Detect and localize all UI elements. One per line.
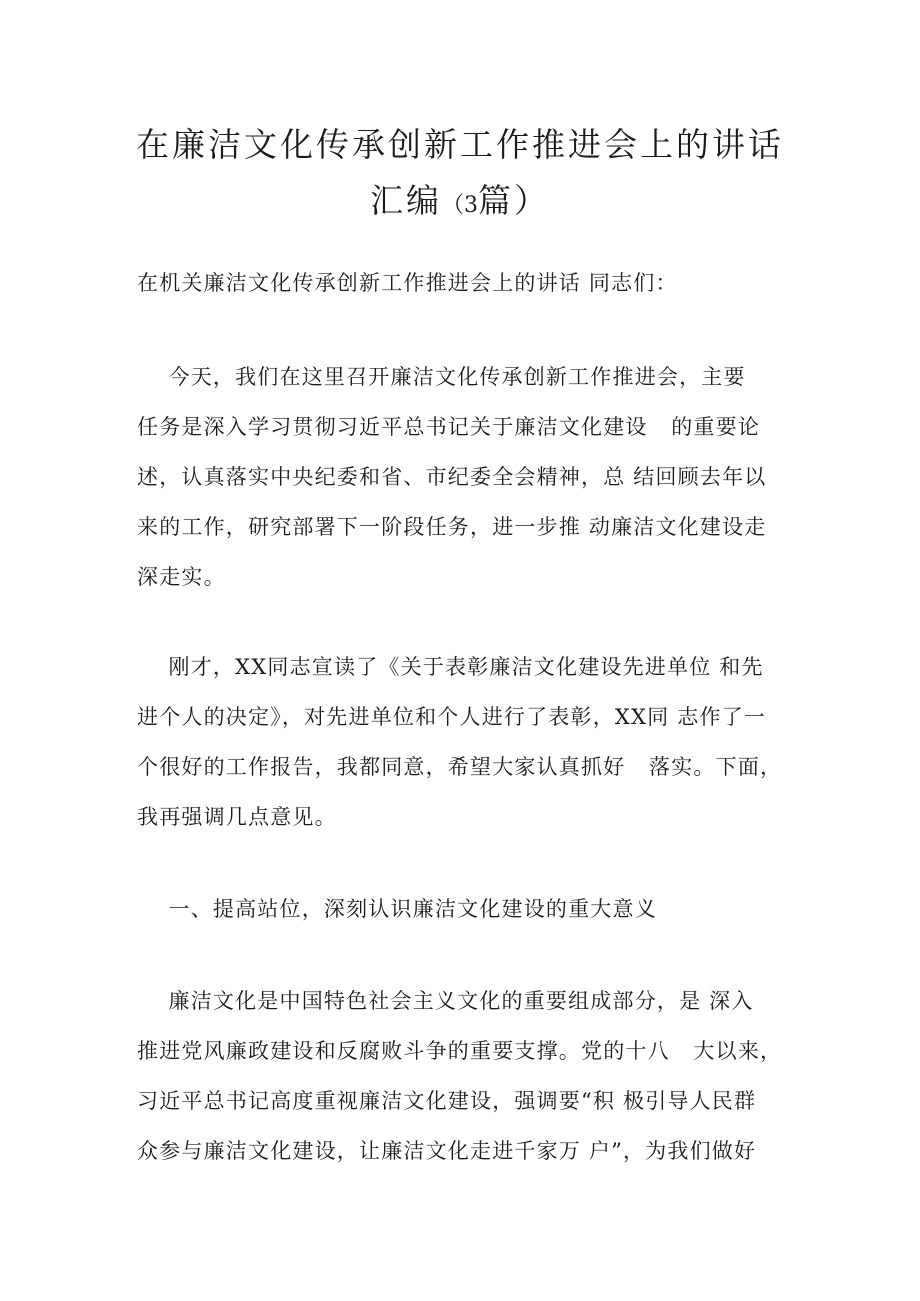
text-line: 习近平总书记高度重视廉洁文化建设，强调要“积 极引导人民群: [137, 1089, 757, 1113]
title-main-text: 汇编: [370, 181, 442, 220]
document-title-line-1: 在廉洁文化传承创新工作推进会上的讲话: [136, 125, 784, 164]
document-title-line-2: [0, 181, 920, 220]
text-line: 述，认真落实中央纪委和省、市纪委全会精神，总 结回顾去年以: [137, 465, 767, 489]
text-line: 我再强调几点意见。: [137, 805, 337, 829]
text-line: 刚才，XX同志宣读了《关于表彰廉洁文化建设先进单位 和先: [137, 655, 764, 679]
text-line: 在机关廉洁文化传承创新工作推进会上的讲话 同志们：: [137, 271, 678, 295]
section-heading: 一、提高站位，深刻认识廉洁文化建设的重大意义: [137, 897, 657, 921]
text-line: 今天，我们在这里召开廉洁文化传承创新工作推进会，主要: [137, 365, 746, 389]
text-line: 进个人的决定》，对先进单位和个人进行了表彰，XX同 志作了一: [137, 705, 767, 729]
title-count-text: （3: [442, 193, 478, 218]
text-line: 众参与廉洁文化建设，让廉洁文化走进千家万 户”，为我们做好: [137, 1139, 757, 1163]
text-line: 来的工作，研究部署下一阶段任务，进一步推 动廉洁文化建设走: [137, 515, 767, 539]
text-line: 个很好的工作报告，我都同意，希望大家认真抓好 落实。下面，: [137, 755, 783, 779]
text-line: 廉洁文化是中国特色社会主义文化的重要组成部分，是 深入: [137, 989, 754, 1013]
text-line: 推进党风廉政建设和反腐败斗争的重要支撑。党的十八 大以来，: [137, 1039, 783, 1063]
text-line: 深走实。: [137, 565, 226, 589]
text-line: 任务是深入学习贯彻习近平总书记关于廉洁文化建设 的重要论: [137, 415, 761, 439]
title-end-text: 篇）: [478, 181, 550, 220]
